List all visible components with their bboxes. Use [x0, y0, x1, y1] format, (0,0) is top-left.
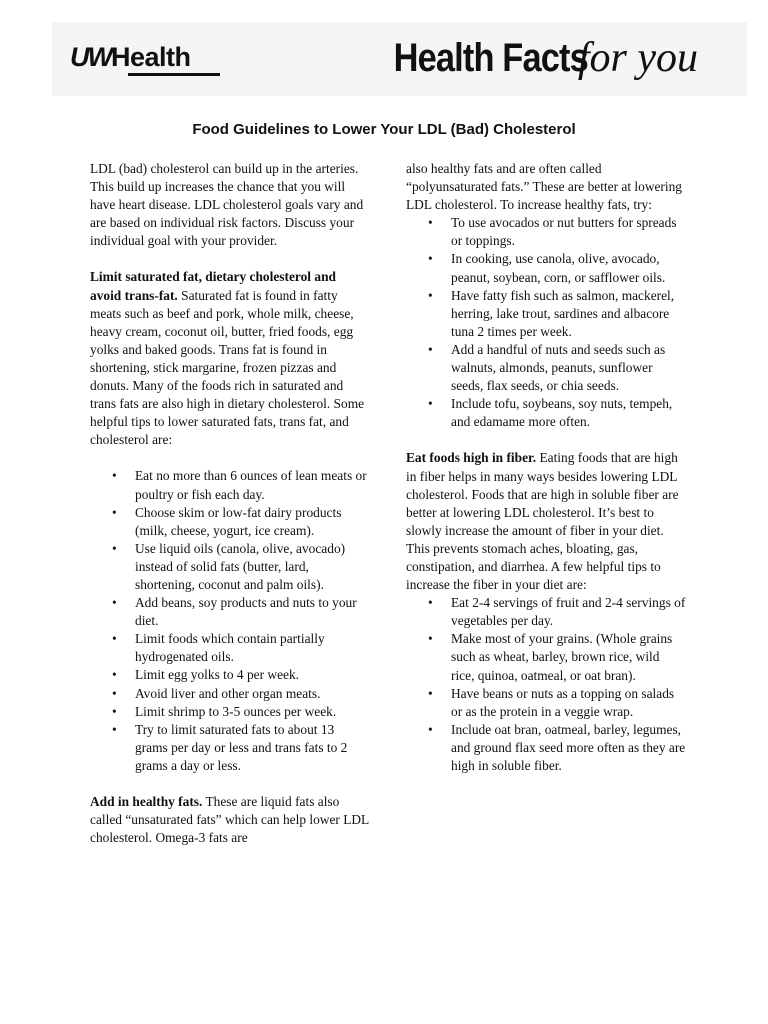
masthead-sub: for you: [577, 35, 698, 81]
list-item: • Add a handful of nuts and seeds such as walnuts, almonds, peanuts, sunflower seeds, flax seeds, or chia seeds.: [406, 341, 686, 395]
uw-health-logo: [70, 42, 191, 82]
logo-health-text: Health: [110, 42, 191, 72]
left-column: [90, 160, 370, 865]
list-item: • Limit foods which contain partially hydrogenated oils.: [90, 630, 370, 666]
list-item: • Eat 2-4 servings of fruit and 2-4 servings of vegetables per day.: [406, 594, 686, 630]
section-heading: Add in healthy fats.: [90, 794, 203, 809]
list-item: • Avoid liver and other organ meats.: [90, 685, 370, 703]
section-saturated-fat-paragraph: [90, 268, 370, 449]
list-item: • Have fatty fish such as salmon, mackerel, herring, lake trout, sardines and albacore tuna 2 times per week.: [406, 287, 686, 341]
list-item: • Make most of your grains. (Whole grains such as wheat, barley, brown rice, wild rice, quinoa, oatmeal, or oat bran).: [406, 630, 686, 684]
section-healthy-fats-paragraph: [90, 793, 370, 847]
masthead-main: Health Facts: [393, 36, 588, 80]
right-column: [406, 160, 686, 793]
document-title: Food Guidelines to Lower Your LDL (Bad) Cholesterol: [192, 121, 576, 138]
section-text: Saturated fat is found in fatty meats such as beef and pork, whole milk, cheese, heavy cream, coconut oil, butter, fried foods, egg yolks and baked goods. Trans fat is found in shortening, stick margarine, frozen pizzas and donuts. Many of the foods rich in saturated and trans fats are also high in dietary cholesterol. Some helpful tips to lower saturated fats, trans fat, and cholesterol are:: [90, 287, 365, 448]
list-item: • Eat no more than 6 ounces of lean meats or poultry or fish each day.: [90, 467, 370, 503]
list-item: • Try to limit saturated fats to about 13 grams per day or less and trans fats to 2 grams a day or less.: [90, 721, 370, 775]
saturated-fat-tips-list: [90, 467, 370, 775]
list-item: • Use liquid oils (canola, olive, avocado) instead of solid fats (butter, lard, shortening, coconut and palm oils).: [90, 540, 370, 594]
intro-paragraph: LDL (bad) cholesterol can build up in the arteries. This build up increases the chance that you will have heart disease. LDL cholesterol goals vary and are based on individual risk factors. Discuss your individual goal with your provider.: [90, 161, 364, 249]
list-item: • Add beans, soy products and nuts to your diet.: [90, 594, 370, 630]
list-item: • In cooking, use canola, olive, avocado, peanut, soybean, corn, or safflower oils.: [406, 250, 686, 286]
list-item: • Limit shrimp to 3-5 ounces per week.: [90, 703, 370, 721]
list-item: • Include tofu, soybeans, soy nuts, tempeh, and edamame more often.: [406, 395, 686, 431]
section-text: Eating foods that are high in fiber helps in many ways besides lowering LDL cholesterol. Foods that are high in soluble fiber are better at lowering LDL cholesterol. It’s best to slowly increase the amount of fiber in your diet. This prevents stomach aches, bloating, gas, constipation, and diarrhea. A few helpful tips to increase the fiber in your diet are:: [406, 450, 679, 593]
logo-uw-text: UW: [70, 42, 111, 72]
section-heading: Limit saturated fat, dietary cholesterol and avoid trans-fat.: [90, 269, 336, 303]
list-item: • Limit egg yolks to 4 per week.: [90, 666, 370, 684]
section-heading: Eat foods high in fiber.: [406, 450, 537, 466]
section-fiber-paragraph: [406, 449, 686, 594]
list-item: • To use avocados or nut butters for spreads or toppings.: [406, 214, 686, 250]
fiber-tips-list: [406, 594, 686, 775]
healthy-fats-tips-list: [406, 214, 686, 431]
masthead: [362, 30, 698, 95]
healthy-fats-continued: also healthy fats and are often called “polyunsaturated fats.” These are better at lowering LDL cholesterol. To increase healthy fats, try:: [406, 161, 683, 213]
list-item: • Choose skim or low-fat dairy products (milk, cheese, yogurt, ice cream).: [90, 504, 370, 540]
list-item: • Include oat bran, oatmeal, barley, legumes, and ground flax seed more often as they are high in soluble fiber.: [406, 721, 686, 775]
list-item: • Have beans or nuts as a topping on salads or as the protein in a veggie wrap.: [406, 685, 686, 721]
section-text: These are liquid fats also called “unsaturated fats” which can help lower LDL cholesterol. Omega-3 fats are: [90, 794, 369, 846]
logo-underline: [128, 73, 220, 76]
